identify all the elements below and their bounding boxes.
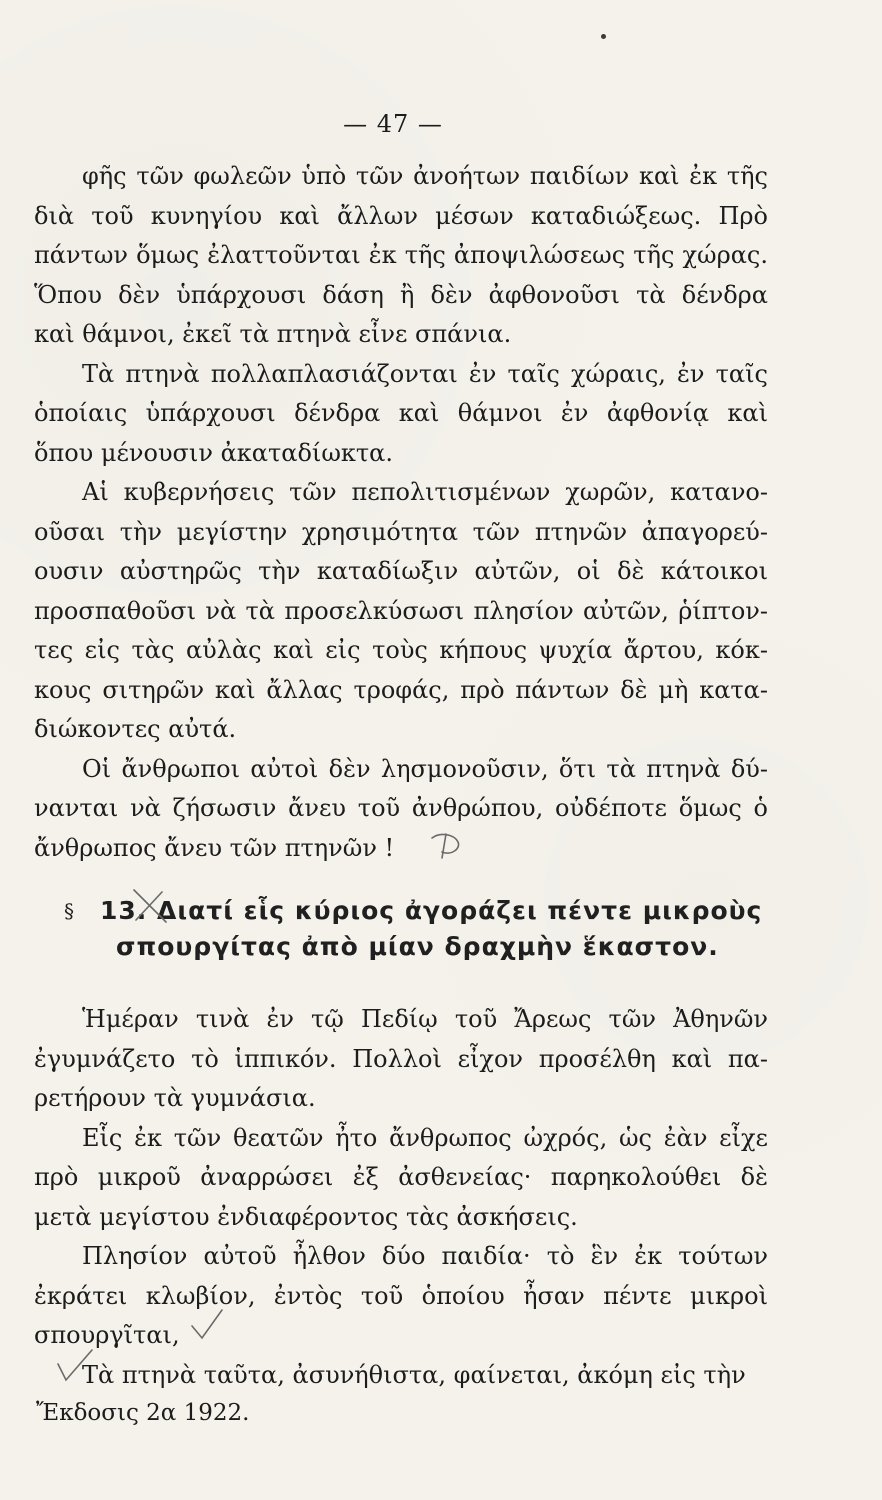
edition-footnote: Ἔκδοσις 2α 1922. (36, 1400, 250, 1426)
body-text-top (34, 157, 768, 868)
text-line: Πλησίον αὐτοῦ ἦλθον δύο παιδία· τὸ ἓν ἐκ τούτων (82, 1242, 768, 1270)
text-line: ὁποίαις ὑπάρχουσι δένδρα καὶ θάμνοι ἐν ἀφθονίᾳ καὶ (34, 399, 768, 427)
text-line: πρὸ μικροῦ ἀναρρώσει ἐξ ἀσθενείας· παρηκολούθει δὲ (34, 1163, 768, 1191)
text-line: ρετήρουν τὰ γυμνάσια. (34, 1084, 316, 1112)
ink-dot (601, 34, 606, 39)
section-mark: § (64, 899, 75, 923)
text-line: φῆς τῶν φωλεῶν ὑπὸ τῶν ἀνοήτων παιδίων καὶ ἐκ τῆς (82, 162, 768, 190)
text-line: τες εἰς τὰς αὐλὰς καὶ εἰς τοὺς κήπους ψυχία ἄρτου, κόκ- (34, 636, 768, 664)
text-line: ἐγυμνάζετο τὸ ἱππικόν. Πολλοὶ εἶχον προσέλθη καὶ πα- (34, 1044, 768, 1073)
text-line: Τὰ πτηνὰ ταῦτα, ἀσυνήθιστα, φαίνεται, ἀκόμη εἰς τὴν (82, 1360, 746, 1389)
text-line: Τὰ πτηνὰ πολλαπλασιάζονται ἐν ταῖς χώραις, ἐν ταῖς (82, 359, 768, 388)
text-line: διὰ τοῦ κυνηγίου καὶ ἄλλων μέσων καταδιώξεως. Πρὸ (34, 201, 768, 230)
text-line: κους σιτηρῶν καὶ ἄλλας τροφάς, πρὸ πάντων δὲ μὴ κατα- (34, 675, 768, 704)
text-line: Αἱ κυβερνήσεις τῶν πεπολιτισμένων χωρῶν, κατανο- (82, 478, 768, 506)
text-line: ἄνθρωπος ἄνευ τῶν πτηνῶν ! (34, 833, 395, 862)
text-line: νανται νὰ ζήσωσιν ἄνευ τοῦ ἀνθρώπου, οὐδέποτε ὅμως ὁ (34, 794, 768, 822)
section-heading-line-1: 13. Διατί εἷς κύριος ἀγοράζει πέντε μικροὺς (100, 896, 763, 925)
text-line: ἐκράτει κλωβίον, ἐντὸς τοῦ ὁποίου ἦσαν πέντε μικροὶ (34, 1281, 768, 1310)
section-heading-line-2: σπουργίτας ἀπὸ μίαν δραχμὴν ἕκαστον. (116, 932, 719, 961)
text-line: Εἷς ἐκ τῶν θεατῶν ἦτο ἄνθρωπος ὠχρός, ὡς ἐὰν εἶχε (82, 1123, 768, 1152)
text-line: ουσιν αὐστηρῶς τὴν καταδίωξιν αὐτῶν, οἱ δὲ κάτοικοι (34, 557, 768, 585)
page-number: — 47 — (343, 110, 443, 138)
text-line: πάντων ὅμως ἐλαττοῦνται ἐκ τῆς ἀποψιλώσεως τῆς χώρας. (34, 241, 768, 269)
text-line: Οἱ ἄνθρωποι αὐτοὶ δὲν λησμονοῦσιν, ὅτι τὰ πτηνὰ δύ- (82, 754, 768, 783)
text-line: Ἡμέραν τινὰ ἐν τῷ Πεδίῳ τοῦ Ἄρεως τῶν Ἀθηνῶν (82, 1005, 768, 1033)
section-heading (64, 893, 774, 965)
text-line: Ὅπου δὲν ὑπάρχουσι δάση ἢ δὲν ἀφθονοῦσι τὰ δένδρα (34, 280, 768, 309)
text-line: σπουργῖται, (34, 1321, 180, 1349)
text-line: μετὰ μεγίστου ἐνδιαφέροντος τὰς ἀσκήσεις. (34, 1202, 578, 1231)
text-line: προσπαθοῦσι νὰ τὰ προσελκύσωσι πλησίον αὐτῶν, ῥίπτον- (34, 596, 768, 625)
text-line: καὶ θάμνοι, ἐκεῖ τὰ πτηνὰ εἶνε σπάνια. (34, 320, 512, 348)
text-line: οῦσαι τὴν μεγίστην χρησιμότητα τῶν πτηνῶν ἀπαγορεύ- (34, 517, 768, 546)
text-line: ὅπου μένουσιν ἀκαταδίωκτα. (34, 438, 394, 467)
text-line: διώκοντες αὐτά. (34, 715, 237, 743)
body-text-bottom (34, 1000, 768, 1395)
